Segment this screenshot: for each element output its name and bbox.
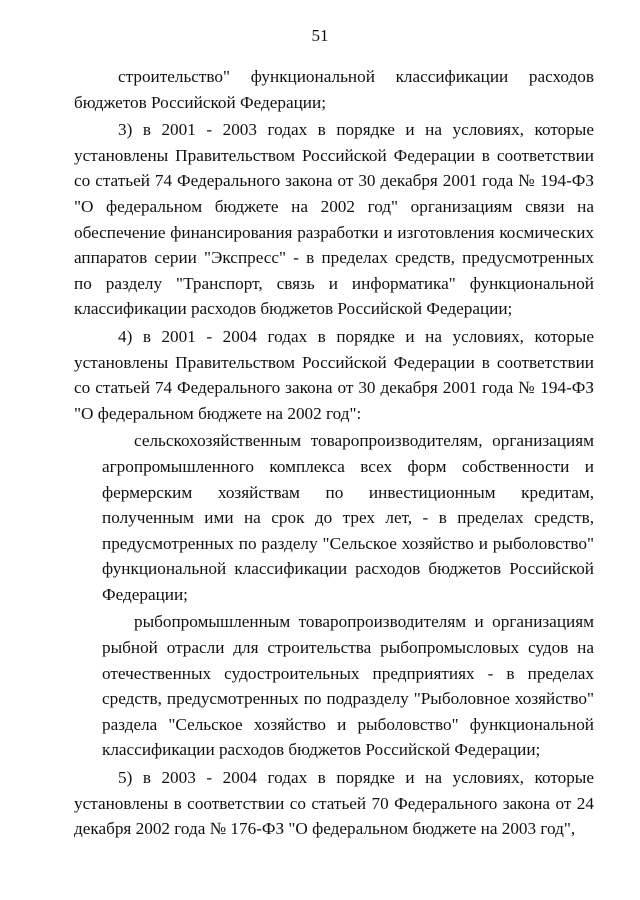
paragraph-item-3: 3) в 2001 - 2003 годах в порядке и на условиях, которые установлены Правительством Российской Федерации в соответствии со статьей 74 Федерального закона от 30 декабря 2001 года № 194-ФЗ "О федеральном бюджете на 2002 год" организациям связи на обеспечение финансирования разработки и изготовления космических аппаратов серии "Экспресс" - в пределах средств, предусмотренных по разделу "Транспорт, связь и информатика" функциональной классификации расходов бюджетов Российской Федерации; (74, 120, 594, 319)
paragraph-item-4: 4) в 2001 - 2004 годах в порядке и на условиях, которые установлены Правительством Российской Федерации в соответствии со статьей 74 Федерального закона от 30 декабря 2001 года № 194-ФЗ "О федеральном бюджете на 2002 год": (74, 326, 594, 423)
page-number: 51 (311, 26, 329, 45)
document-body (74, 64, 594, 842)
subparagraph-fishery: рыбопромышленным товаропроизводителям и организациям рыбной отрасли для строительства рыбопромысловых судов на отечественных судостроительных предприятиях - в пределах средств, предусмотренных по подразделу "Рыболовное хозяйство" раздела "Сельское хозяйство и рыболовство" функциональной классификации расходов бюджетов Российской Федерации; (102, 612, 594, 760)
paragraph-item-5: 5) в 2003 - 2004 годах в порядке и на условиях, которые установлены в соответствии со статьей 70 Федерального закона от 24 декабря 2002 года № 176-ФЗ "О федеральном бюджете на 2003 год", (74, 768, 594, 839)
paragraph-continuation: строительство" функциональной классификации расходов бюджетов Российской Федерации; (74, 67, 594, 112)
subparagraph-agriculture: сельскохозяйственным товаропроизводителям, организациям агропромышленного комплекса всех форм собственности и фермерским хозяйствам по инвестиционным кредитам, полученным ими на срок до трех лет, - в пределах средств, предусмотренных по разделу "Сельское хозяйство и рыболовство" функциональной классификации расходов бюджетов Российской Федерации; (102, 431, 594, 604)
